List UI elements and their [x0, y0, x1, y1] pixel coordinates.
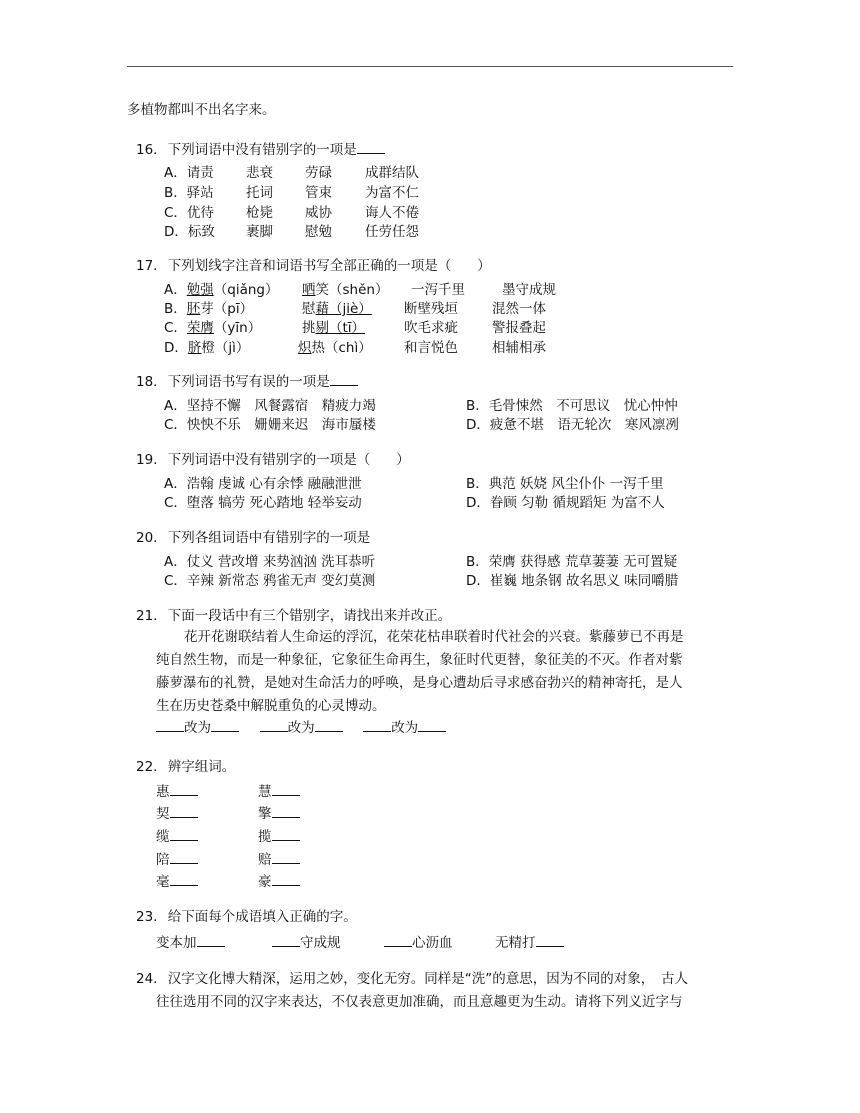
question-stem: 下列词语书写有误的一项是	[167, 374, 330, 390]
option-word: 托词	[246, 185, 273, 201]
answer-blank[interactable]	[170, 805, 198, 818]
option-word: 吹毛求疵	[404, 320, 458, 336]
option-word: 慰藉（jiè）	[302, 301, 372, 317]
continued-text: 多植物都叫不出名字来。	[127, 102, 276, 118]
option-word: 为富不仁	[365, 185, 419, 201]
header-rule	[127, 66, 733, 67]
option-b: B．荣膺 获得感 荒草萋萋 无可置疑	[466, 554, 678, 570]
option-word: 悲衰	[246, 165, 273, 181]
idiom-item: 心沥血	[384, 931, 453, 951]
char-item: 慧	[258, 780, 300, 800]
option-word: 和言悦色	[404, 340, 458, 356]
option-word: 一泻千里	[411, 282, 465, 298]
passage-line: 藤萝瀑布的礼赞，是她对生命活力的呼唤，是身心遭劫后寻求感奋勃兴的精神寄托，是人	[156, 675, 683, 691]
question-stem: 下列划线字注音和词语书写全部正确的一项是（	[167, 258, 452, 274]
question-number: 19.	[136, 452, 158, 468]
option-word: 威协	[305, 205, 332, 221]
answer-blank[interactable]	[536, 934, 564, 947]
option-b: B．典范 妖娆 风尘仆仆 一泻千里	[466, 476, 664, 492]
question-stem: 辨字组词。	[167, 759, 236, 775]
option-word: 成群结队	[365, 165, 419, 181]
option-d: D．脐橙（jì）	[164, 340, 250, 356]
option-word: 混然一体	[492, 301, 546, 317]
char-item: 赔	[258, 848, 300, 868]
option-c: C．堕落 犒劳 死心踏地 轻举妄动	[164, 495, 362, 511]
option-c: C．荣膺（yīn）	[164, 320, 262, 336]
idiom-item: 守成规	[272, 931, 341, 951]
question-stem: 下列词语中没有错别字的一项是（	[167, 452, 371, 468]
passage-line: 花开花谢联结着人生命运的浮沉，花荣花枯串联着时代社会的兴衰。紫藤萝已不再是	[184, 629, 684, 645]
answer-blank[interactable]	[272, 873, 300, 886]
char-item: 毫	[156, 870, 198, 890]
option-a: A．坚持不懈 风餐露宿 精疲力竭	[164, 398, 376, 414]
option-c: C．辛辣 新常态 鸦雀无声 变幻莫测	[164, 573, 376, 589]
option-a: A．勉强（qiǎng）	[164, 282, 279, 298]
option-b: B．毛骨悚然 不可思议 忧心忡忡	[466, 398, 678, 414]
option-d: D．眷顾 匀勒 循规蹈矩 为富不人	[466, 495, 665, 511]
option-word: 管束	[305, 185, 332, 201]
char-item: 契	[156, 802, 198, 822]
option-c: C．怏怏不乐 姗姗来迟 海市蜃楼	[164, 417, 376, 433]
question-number: 23.	[136, 909, 158, 925]
answer-blank[interactable]	[170, 851, 198, 864]
answer-blank[interactable]	[272, 828, 300, 841]
idiom-item: 变本加	[156, 931, 225, 951]
option-b: B．驿站	[164, 185, 214, 201]
idiom-item: 无精打	[495, 931, 564, 951]
option-a: A．浩翰 虔诚 心有余悸 融融泄泄	[164, 476, 362, 492]
option-d: D．疲惫不堪 语无轮次 寒风凛冽	[466, 417, 679, 433]
question-text-line: 往往选用不同的汉字来表达，不仅表意更加准确，而且意趣更为生动。请将下列义近字与	[156, 994, 683, 1010]
question-text-line: 汉字文化博大精深，运用之妙，变化无穷。同样是“洗”的意思，因为不同的对象， 古人	[167, 971, 689, 987]
question-number: 22.	[136, 759, 158, 775]
option-c: C．优待	[164, 205, 214, 221]
char-item: 惠	[156, 780, 198, 800]
question-number: 24.	[136, 971, 158, 987]
correction-row: 改为 改为 改为	[156, 719, 446, 737]
answer-blank[interactable]	[197, 934, 225, 947]
answer-blank[interactable]	[357, 141, 385, 154]
question-stem: 给下面每个成语填入正确的字。	[167, 909, 357, 925]
option-b: B．胚芽（pī）	[164, 301, 254, 317]
option-word: 枪毙	[246, 205, 273, 221]
answer-blank[interactable]	[170, 828, 198, 841]
correct-char-blank[interactable]	[315, 719, 343, 732]
char-item: 豪	[258, 870, 300, 890]
char-item: 揽	[258, 825, 300, 845]
option-a: A．请责	[164, 165, 214, 181]
answer-blank[interactable]	[330, 373, 358, 386]
option-word: 警报叠起	[492, 320, 546, 336]
option-word: 任劳任怨	[365, 224, 419, 240]
question-number: 21.	[136, 608, 158, 624]
wrong-char-blank[interactable]	[156, 719, 184, 732]
question-number: 18.	[136, 374, 158, 390]
option-word: 墨守成规	[502, 282, 556, 298]
question-stem: 下面一段话中有三个错别字，请找出来并改正。	[167, 608, 452, 624]
char-item: 陪	[156, 848, 198, 868]
option-word: 哂笑（shěn）	[302, 282, 389, 298]
char-item: 擎	[258, 802, 300, 822]
answer-blank[interactable]	[272, 805, 300, 818]
option-word: 断壁残垣	[404, 301, 458, 317]
answer-blank[interactable]	[272, 934, 300, 947]
wrong-char-blank[interactable]	[363, 719, 391, 732]
question-number: 16.	[136, 142, 158, 158]
option-word: 诲人不倦	[365, 205, 419, 221]
option-word: 慰勉	[305, 224, 332, 240]
answer-blank[interactable]	[170, 873, 198, 886]
answer-blank[interactable]	[272, 851, 300, 864]
answer-blank[interactable]	[384, 934, 412, 947]
char-item: 缆	[156, 825, 198, 845]
option-word: 挑剔（tī）	[302, 320, 366, 336]
option-word: 裹脚	[246, 224, 273, 240]
option-d: D．标致	[164, 224, 215, 240]
answer-blank[interactable]	[272, 783, 300, 796]
question-stem: 下列词语中没有错别字的一项是	[167, 142, 357, 158]
correct-char-blank[interactable]	[211, 719, 239, 732]
option-word: 炽热（chì）	[298, 340, 372, 356]
question-stem: 下列各组词语中有错别字的一项是	[167, 530, 371, 546]
option-word: 劳碌	[305, 165, 332, 181]
correct-char-blank[interactable]	[418, 719, 446, 732]
question-number: 17.	[136, 258, 158, 274]
option-d: D．崔巍 地条钢 故名思义 味同嚼腊	[466, 573, 679, 589]
question-number: 20.	[136, 530, 158, 546]
passage-line: 生在历史苍桑中解脱重负的心灵博动。	[156, 698, 386, 714]
passage-line: 纯自然生物，而是一种象征，它象征生命再生，象征时代更替，象征美的不灭。作者对紫	[156, 652, 683, 668]
answer-blank[interactable]	[170, 783, 198, 796]
wrong-char-blank[interactable]	[260, 719, 288, 732]
option-word: 相辅相承	[492, 340, 546, 356]
option-a: A．仗义 营改增 来势汹汹 洗耳恭听	[164, 554, 376, 570]
